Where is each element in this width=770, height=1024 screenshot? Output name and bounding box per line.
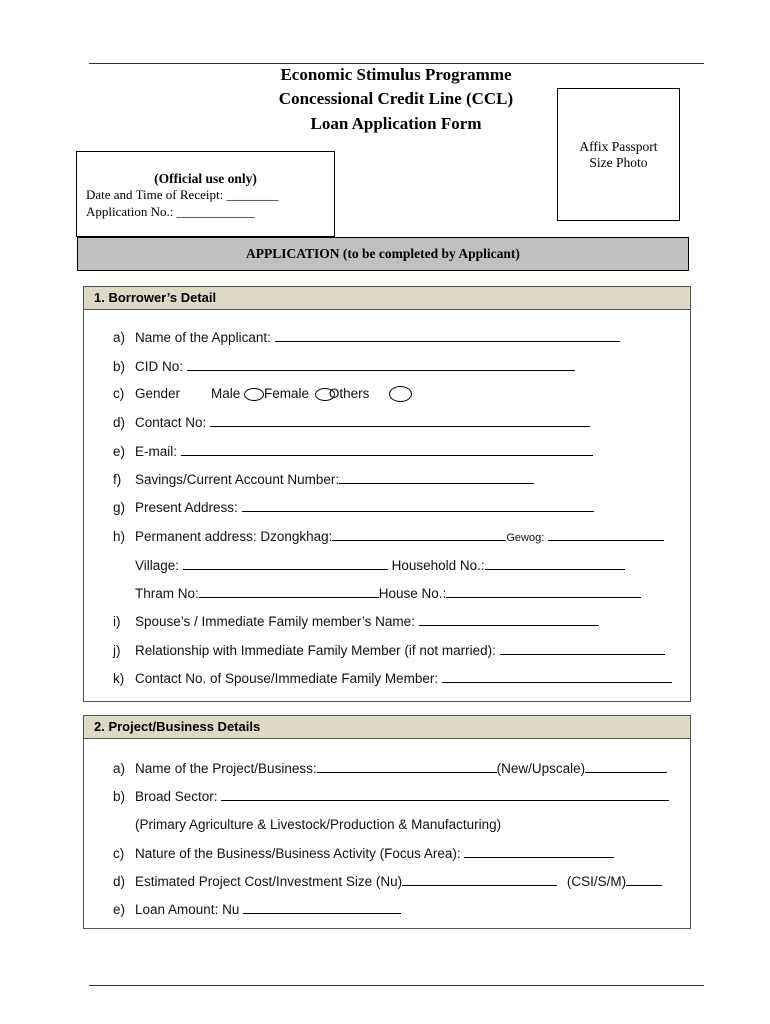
item-marker: c) bbox=[113, 386, 125, 401]
input-line[interactable] bbox=[442, 669, 672, 683]
item-marker: h) bbox=[113, 529, 126, 544]
application-banner: APPLICATION (to be completed by Applicant) bbox=[77, 237, 689, 271]
item-marker: i) bbox=[113, 614, 121, 629]
photo-instruction bbox=[558, 139, 679, 171]
photo-text-line1: Affix Passport bbox=[579, 139, 658, 154]
input-line[interactable] bbox=[317, 759, 497, 773]
field-label: Permanent address: Dzongkhag: bbox=[135, 529, 333, 544]
section-heading bbox=[84, 287, 690, 310]
field-label: Thram No: bbox=[135, 586, 199, 601]
field-label: Spouse’s / Immediate Family member’s Name: bbox=[135, 614, 415, 629]
item-marker: a) bbox=[113, 761, 126, 776]
item-marker: a) bbox=[113, 330, 126, 345]
field-broad-sector[interactable] bbox=[113, 787, 669, 806]
field-label: Savings/Current Account Number: bbox=[135, 472, 340, 487]
field-label: Contact No: bbox=[135, 415, 207, 430]
field-cid-no[interactable] bbox=[113, 357, 575, 376]
item-marker: d) bbox=[113, 874, 126, 889]
thram-input-line[interactable] bbox=[199, 584, 379, 598]
bottom-rule bbox=[89, 985, 704, 986]
field-loan-amount[interactable] bbox=[113, 900, 401, 919]
csi-label: (CSI/S/M) bbox=[566, 874, 627, 889]
field-label: Gender bbox=[135, 386, 181, 401]
photo-text-line2: Size Photo bbox=[589, 155, 648, 170]
house-no-label: House No.: bbox=[378, 586, 447, 601]
form-title-line2: Concessional Credit Line (CCL) bbox=[278, 89, 514, 108]
gender-male-radio[interactable] bbox=[244, 388, 264, 401]
item-marker: k) bbox=[113, 671, 125, 686]
passport-photo-box[interactable] bbox=[557, 88, 680, 221]
field-thram[interactable] bbox=[135, 584, 641, 603]
input-line[interactable] bbox=[221, 787, 669, 801]
field-spouse-contact[interactable] bbox=[113, 669, 672, 688]
receipt-date-field: Date and Time of Receipt: ________ bbox=[86, 187, 279, 202]
sector-options-note bbox=[135, 816, 501, 834]
input-line[interactable] bbox=[275, 328, 620, 342]
household-label: Household No.: bbox=[391, 558, 485, 573]
field-account-number[interactable] bbox=[113, 470, 534, 489]
field-spouse-name[interactable] bbox=[113, 612, 599, 631]
field-label: CID No: bbox=[135, 359, 184, 374]
section-heading-text: 1. Borrower’s Detail bbox=[94, 290, 217, 305]
sector-options-text: (Primary Agriculture & Livestock/Production & Manufacturing) bbox=[135, 817, 502, 832]
gender-option-female-label: Female bbox=[264, 386, 310, 401]
form-title-line1: Economic Stimulus Programme bbox=[280, 65, 512, 84]
input-line[interactable] bbox=[181, 442, 593, 456]
field-relationship[interactable] bbox=[113, 641, 665, 660]
item-marker: g) bbox=[113, 500, 126, 515]
gender-option-others-label: Others bbox=[328, 386, 370, 401]
field-contact-no[interactable] bbox=[113, 413, 590, 432]
gender-others-radio[interactable] bbox=[389, 386, 412, 402]
input-line[interactable] bbox=[243, 900, 401, 914]
household-input-line[interactable] bbox=[485, 556, 625, 570]
gewog-label: Gewog: bbox=[506, 532, 545, 544]
form-title-line3: Loan Application Form bbox=[310, 114, 482, 133]
field-present-address[interactable] bbox=[113, 498, 594, 517]
input-line[interactable] bbox=[464, 844, 614, 858]
new-upscale-label: (New/Upscale) bbox=[496, 761, 586, 776]
field-email[interactable] bbox=[113, 442, 593, 461]
field-label: Name of the Project/Business: bbox=[135, 761, 317, 776]
field-label: Loan Amount: Nu bbox=[135, 902, 240, 917]
field-label: Contact No. of Spouse/Immediate Family Member: bbox=[135, 671, 439, 686]
official-use-box bbox=[76, 151, 335, 237]
input-line[interactable] bbox=[402, 872, 557, 886]
field-label: Estimated Project Cost/Investment Size (Nu) bbox=[135, 874, 403, 889]
input-line[interactable] bbox=[500, 641, 665, 655]
field-project-cost[interactable] bbox=[113, 872, 662, 891]
field-label: E-mail: bbox=[135, 444, 178, 459]
input-line[interactable] bbox=[419, 612, 599, 626]
field-gender[interactable] bbox=[113, 385, 412, 403]
input-line[interactable] bbox=[187, 357, 575, 371]
input-line[interactable] bbox=[210, 413, 590, 427]
field-label: Nature of the Business/Business Activity (Focus Area): bbox=[135, 846, 461, 861]
field-label: Broad Sector: bbox=[135, 789, 218, 804]
item-marker: b) bbox=[113, 359, 126, 374]
field-label: Present Address: bbox=[135, 500, 238, 515]
item-marker: j) bbox=[113, 643, 121, 658]
item-marker: f) bbox=[113, 472, 122, 487]
field-permanent-address[interactable] bbox=[113, 527, 664, 547]
item-marker: d) bbox=[113, 415, 126, 430]
field-label: Name of the Applicant: bbox=[135, 330, 271, 345]
field-label: Village: bbox=[135, 558, 180, 573]
field-label: Relationship with Immediate Family Member (if not married): bbox=[135, 643, 496, 658]
input-line[interactable] bbox=[242, 498, 594, 512]
field-applicant-name[interactable] bbox=[113, 328, 620, 347]
borrower-detail-section bbox=[83, 286, 691, 702]
item-marker: c) bbox=[113, 846, 125, 861]
csi-input-line[interactable] bbox=[626, 872, 662, 886]
gender-option-male-label: Male bbox=[211, 386, 241, 401]
dzongkhag-input-line[interactable] bbox=[332, 527, 506, 541]
gewog-input-line[interactable] bbox=[548, 527, 664, 541]
upscale-input-line[interactable] bbox=[585, 759, 667, 773]
section-heading-text: 2. Project/Business Details bbox=[94, 719, 261, 734]
section-heading bbox=[84, 716, 690, 739]
item-marker: b) bbox=[113, 789, 126, 804]
village-input-line[interactable] bbox=[183, 556, 388, 570]
input-line[interactable] bbox=[339, 470, 534, 484]
item-marker: e) bbox=[113, 444, 126, 459]
field-business-nature[interactable] bbox=[113, 844, 614, 863]
application-number-field: Application No.: ____________ bbox=[86, 204, 255, 219]
field-project-name[interactable] bbox=[113, 759, 667, 778]
official-use-title: (Official use only) bbox=[154, 171, 257, 186]
house-no-input-line[interactable] bbox=[446, 584, 641, 598]
item-marker: e) bbox=[113, 902, 126, 917]
field-village[interactable] bbox=[135, 556, 625, 575]
